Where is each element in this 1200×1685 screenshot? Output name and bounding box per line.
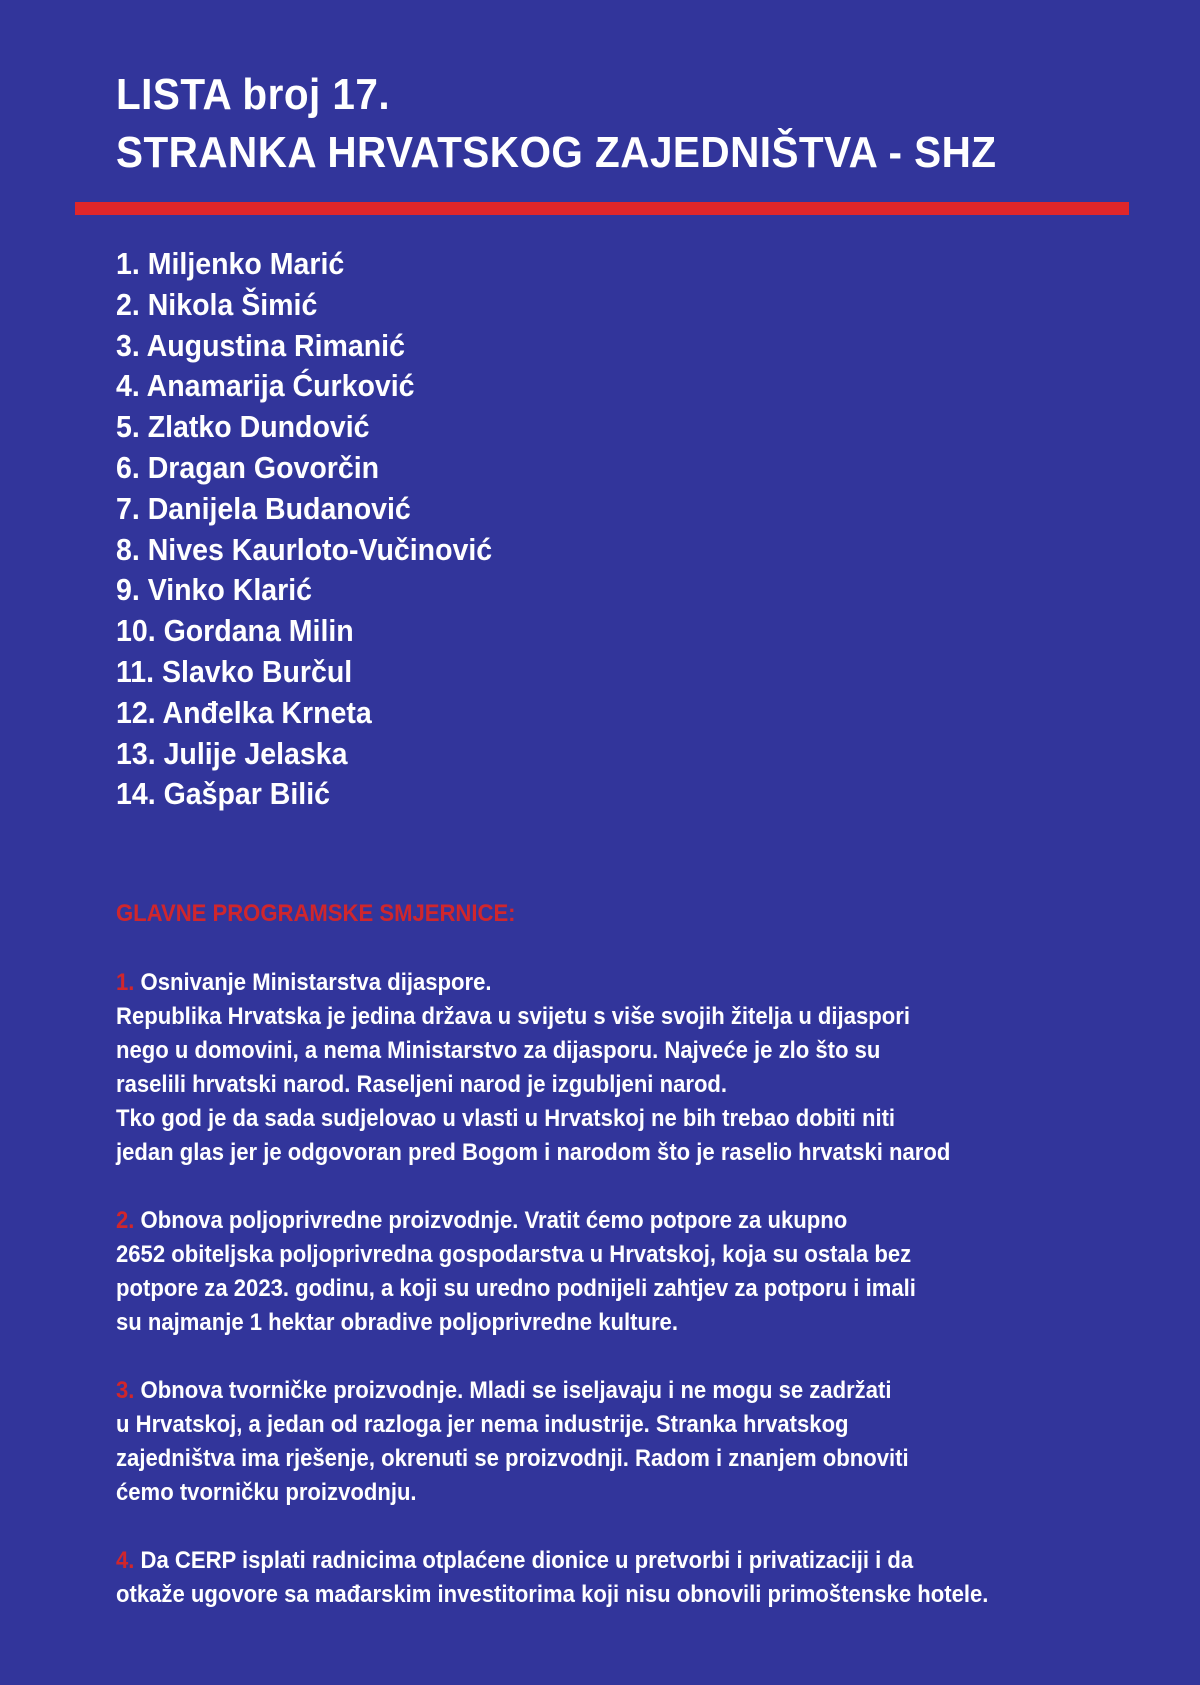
point-line [116, 1544, 1036, 1578]
candidate-item: 9. Vinko Klarić [116, 572, 313, 608]
point-line [116, 1374, 1036, 1408]
point-text: Osnivanje Ministarstva dijaspore. [140, 969, 492, 996]
candidate-item: 7. Danijela Budanović [116, 490, 411, 526]
point-text: Obnova tvorničke proizvodnje. Mladi se iseljavaju i ne mogu se zadržati [140, 1377, 892, 1404]
candidate-item: 14. Gašpar Bilić [116, 776, 331, 812]
point-text: zajedništva ima rješenje, okrenuti se proizvodnji. Radom i znanjem obnoviti [116, 1445, 909, 1472]
point-text: otkaže ugovore sa mađarskim investitorima koji nisu obnovili primoštenske hotele. [116, 1581, 989, 1608]
program-point-4 [116, 1544, 1116, 1612]
point-text: potpore za 2023. godinu, a koji su uredno podnijeli zahtjev za potporu i imali [116, 1275, 916, 1302]
point-line [116, 1204, 1036, 1238]
candidate-item: 3. Augustina Rimanić [116, 327, 405, 363]
point-text: ćemo tvorničku proizvodnju. [116, 1479, 417, 1506]
point-number: 2. [116, 1207, 135, 1234]
point-text: 2652 obiteljska poljoprivredna gospodarstva u Hrvatskoj, koja su ostala bez [116, 1241, 912, 1268]
point-text: Tko god je da sada sudjelovao u vlasti u Hrvatskoj ne bih trebao dobiti niti [116, 1105, 896, 1132]
point-text: u Hrvatskoj, a jedan od razloga jer nema industrije. Stranka hrvatskog [116, 1411, 849, 1438]
program-point-2 [116, 1204, 1116, 1340]
leaflet-header [116, 66, 1116, 182]
party-name-heading: STRANKA HRVATSKOG ZAJEDNIŠTVA - SHZ [116, 128, 997, 177]
candidate-item: 4. Anamarija Ćurković [116, 368, 415, 404]
point-text: su najmanje 1 hektar obradive poljoprivredne kulture. [116, 1309, 678, 1336]
candidate-item: 13. Julije Jelaska [116, 735, 348, 771]
point-line [116, 966, 1036, 1000]
candidate-item: 12. Anđelka Krneta [116, 694, 372, 730]
program-section-title: GLAVNE PROGRAMSKE SMJERNICE: [116, 900, 516, 927]
candidate-item: 5. Zlatko Dundović [116, 409, 370, 445]
candidate-list [116, 244, 525, 815]
point-number: 3. [116, 1377, 135, 1404]
program-point-1 [116, 966, 1116, 1170]
red-divider [75, 202, 1129, 215]
point-text: Republika Hrvatska je jedina država u svijetu s više svojih žitelja u dijaspori [116, 1003, 910, 1030]
point-text: Da CERP isplati radnicima otplaćene dionice u pretvorbi i privatizaciji i da [140, 1547, 914, 1574]
program-point-3 [116, 1374, 1116, 1510]
candidate-item: 1. Miljenko Marić [116, 246, 345, 281]
program-points [116, 966, 1116, 1646]
point-text: jedan glas jer je odgovoran pred Bogom i narodom što je raselio hrvatski narod [116, 1139, 951, 1166]
list-number-heading: LISTA broj 17. [116, 70, 391, 119]
candidate-item: 6. Dragan Govorčin [116, 449, 380, 485]
candidate-item: 2. Nikola Šimić [116, 286, 318, 322]
point-text: nego u domovini, a nema Ministarstvo za dijasporu. Najveće je zlo što su [116, 1037, 881, 1064]
candidate-item: 11. Slavko Burčul [116, 653, 353, 689]
candidate-item: 10. Gordana Milin [116, 613, 354, 649]
point-text: raselili hrvatski narod. Raseljeni narod je izgubljeni narod. [116, 1071, 728, 1098]
point-number: 4. [116, 1547, 135, 1574]
point-text: Obnova poljoprivredne proizvodnje. Vratit ćemo potpore za ukupno [140, 1207, 848, 1234]
candidate-item: 8. Nives Kaurloto-Vučinović [116, 531, 493, 567]
point-number: 1. [116, 969, 135, 996]
